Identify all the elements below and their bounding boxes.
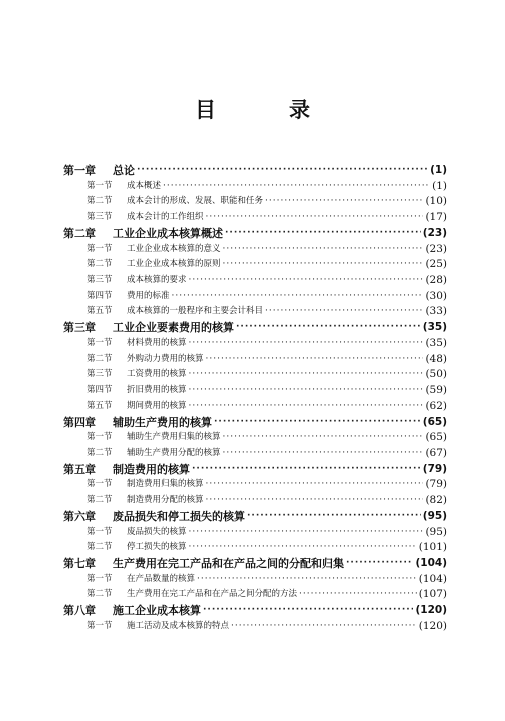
- section-number: 第一节: [87, 337, 113, 348]
- toc-chapter-entry: [63, 603, 447, 619]
- dot-leader: [236, 320, 421, 336]
- dot-leader: [231, 619, 417, 635]
- section-number: 第二节: [87, 589, 113, 600]
- section-title: 成本会计的形成、发展、职能和任务: [127, 196, 264, 207]
- section-title: 辅助生产费用归集的核算: [127, 432, 221, 443]
- dot-leader: [206, 210, 424, 226]
- dot-leader: [189, 540, 417, 556]
- toc-section-entry: [63, 430, 447, 446]
- toc-chapter-entry: [63, 226, 447, 242]
- page-number: (104): [415, 556, 447, 569]
- chapter-title: 总论: [113, 164, 135, 177]
- toc-section-entry: [63, 572, 447, 588]
- section-number: 第二节: [87, 259, 113, 270]
- dot-leader: [223, 242, 424, 258]
- dot-leader: [206, 352, 424, 368]
- toc-chapter-entry: [63, 163, 447, 179]
- page-number: (101): [418, 541, 447, 554]
- page-number: (48): [425, 352, 447, 365]
- section-number: 第四节: [87, 385, 113, 396]
- page-number: (28): [425, 274, 447, 287]
- chapter-title: 废品损失和停工损失的核算: [113, 509, 245, 523]
- toc-section-entry: [63, 446, 447, 462]
- dot-leader: [189, 399, 424, 415]
- toc-section-entry: [63, 619, 447, 635]
- section-number: 第一节: [87, 526, 113, 537]
- toc-chapter-entry: [63, 415, 447, 431]
- page-number: (82): [425, 494, 447, 507]
- chapter-number: 第三章: [63, 321, 96, 335]
- section-number: 第四节: [87, 290, 113, 301]
- toc-section-entry: [63, 587, 447, 603]
- page-number: (33): [425, 305, 447, 318]
- page-number: (1): [430, 164, 447, 176]
- dot-leader: [189, 336, 424, 352]
- chapter-number: 第六章: [63, 509, 96, 523]
- chapter-number: 第八章: [63, 604, 96, 618]
- page-number: (95): [425, 525, 447, 538]
- chapter-title: 生产费用在完工产品和在产品之间的分配和归集: [113, 556, 344, 570]
- section-title: 材料费用的核算: [127, 337, 187, 348]
- section-title: 工资费用的核算: [127, 369, 187, 380]
- page-number: (59): [425, 384, 447, 397]
- section-title: 生产费用在完工产品和在产品之间分配的方法: [127, 589, 298, 600]
- section-title: 工业企业成本核算的意义: [127, 243, 221, 254]
- section-title: 成本核算的要求: [127, 275, 187, 286]
- section-number: 第三节: [87, 212, 113, 223]
- dot-leader: [223, 430, 424, 446]
- section-title: 在产品数量的核算: [127, 573, 196, 584]
- dot-leader: [223, 257, 424, 273]
- dot-leader: [172, 289, 424, 305]
- section-number: 第五节: [87, 400, 113, 411]
- toc-section-entry: [63, 304, 447, 320]
- toc-section-entry: [63, 477, 447, 493]
- page-number: (65): [422, 415, 447, 428]
- page-number: (65): [425, 431, 447, 444]
- page-number: (79): [422, 462, 447, 475]
- section-title: 废品损失的核算: [127, 526, 187, 537]
- chapter-title: 工业企业成本核算概述: [113, 226, 223, 240]
- dot-leader: [247, 509, 421, 525]
- chapter-number: 第一章: [63, 164, 96, 177]
- toc-chapter-entry: [63, 462, 447, 478]
- dot-leader: [192, 462, 421, 478]
- toc-section-entry: [63, 336, 447, 352]
- toc-section-entry: [63, 383, 447, 399]
- page-number: (25): [425, 258, 447, 271]
- dot-leader: [223, 446, 424, 462]
- toc-section-entry: [63, 352, 447, 368]
- toc-chapter-entry: [63, 509, 447, 525]
- dot-leader: [265, 304, 423, 320]
- section-number: 第五节: [87, 306, 113, 317]
- section-title: 成本会计的工作组织: [127, 212, 204, 223]
- chapter-title: 制造费用的核算: [113, 462, 190, 476]
- page-number: (120): [415, 604, 447, 617]
- dot-leader: [206, 493, 424, 509]
- section-number: 第一节: [87, 479, 113, 490]
- dot-leader: [206, 477, 424, 493]
- page-title: 目 录: [195, 98, 336, 122]
- page-number: (62): [425, 399, 447, 412]
- dot-leader: [299, 587, 417, 603]
- dot-leader: [137, 163, 428, 179]
- table-of-contents: [63, 163, 447, 635]
- dot-leader: [203, 603, 413, 619]
- page-number: (79): [425, 478, 447, 491]
- section-title: 制造费用归集的核算: [127, 479, 204, 490]
- toc-section-entry: [63, 289, 447, 305]
- toc-section-entry: [63, 194, 447, 210]
- section-number: 第二节: [87, 447, 113, 458]
- toc-section-entry: [63, 493, 447, 509]
- toc-section-entry: [63, 367, 447, 383]
- chapter-title: 工业企业要素费用的核算: [113, 321, 234, 335]
- section-number: 第二节: [87, 353, 113, 364]
- toc-chapter-entry: [63, 556, 447, 572]
- section-title: 制造费用分配的核算: [127, 495, 204, 506]
- toc-section-entry: [63, 540, 447, 556]
- dot-leader: [265, 194, 423, 210]
- section-number: 第二节: [87, 495, 113, 506]
- dot-leader: [225, 226, 421, 242]
- section-number: 第一节: [87, 573, 113, 584]
- dot-leader: [189, 525, 424, 541]
- section-title: 成本核算的一般程序和主要会计科目: [127, 306, 264, 317]
- page-number: (17): [425, 211, 447, 224]
- page-number: (23): [425, 242, 447, 255]
- section-number: 第一节: [87, 620, 113, 631]
- toc-section-entry: [63, 257, 447, 273]
- page-number: (50): [425, 368, 447, 381]
- dot-leader: [189, 273, 424, 289]
- page-number: (35): [425, 336, 447, 349]
- dot-leader: [189, 383, 424, 399]
- page-number: (1): [432, 179, 447, 192]
- section-number: 第三节: [87, 275, 113, 286]
- section-number: 第二节: [87, 542, 113, 553]
- page-number: (120): [418, 619, 447, 632]
- section-number: 第一节: [87, 432, 113, 443]
- toc-section-entry: [63, 179, 447, 195]
- dot-leader: [189, 367, 424, 383]
- page-number: (35): [422, 321, 447, 334]
- section-number: 第一节: [87, 180, 113, 191]
- section-title: 费用的标准: [127, 290, 170, 301]
- section-number: 第三节: [87, 369, 113, 380]
- page-number: (95): [422, 509, 447, 522]
- page-number: (30): [425, 289, 447, 302]
- section-title: 期间费用的核算: [127, 400, 187, 411]
- page-number: (107): [418, 588, 447, 601]
- dot-leader: [214, 415, 421, 431]
- section-title: 施工活动及成本核算的特点: [127, 620, 230, 631]
- chapter-title: 施工企业成本核算: [113, 604, 201, 618]
- section-title: 停工损失的核算: [127, 542, 187, 553]
- page-number: (23): [422, 226, 447, 239]
- section-title: 折旧费用的核算: [127, 385, 187, 396]
- page-number: (67): [425, 446, 447, 459]
- page-number: (104): [418, 572, 447, 585]
- toc-section-entry: [63, 273, 447, 289]
- toc-chapter-entry: [63, 320, 447, 336]
- section-title: 外购动力费用的核算: [127, 353, 204, 364]
- toc-section-entry: [63, 399, 447, 415]
- section-number: 第二节: [87, 196, 113, 207]
- section-title: 成本概述: [127, 180, 162, 191]
- section-title: 辅助生产费用分配的核算: [127, 447, 221, 458]
- section-number: 第一节: [87, 243, 113, 254]
- page-number: (10): [425, 195, 447, 208]
- toc-section-entry: [63, 525, 447, 541]
- chapter-number: 第七章: [63, 556, 96, 570]
- dot-leader: [197, 572, 417, 588]
- dot-leader: [346, 556, 413, 572]
- chapter-number: 第五章: [63, 462, 96, 476]
- chapter-number: 第四章: [63, 415, 96, 429]
- dot-leader: [163, 179, 430, 195]
- chapter-number: 第二章: [63, 226, 96, 240]
- section-title: 工业企业成本核算的原则: [127, 259, 221, 270]
- toc-section-entry: [63, 242, 447, 258]
- chapter-title: 辅助生产费用的核算: [113, 415, 212, 429]
- toc-section-entry: [63, 210, 447, 226]
